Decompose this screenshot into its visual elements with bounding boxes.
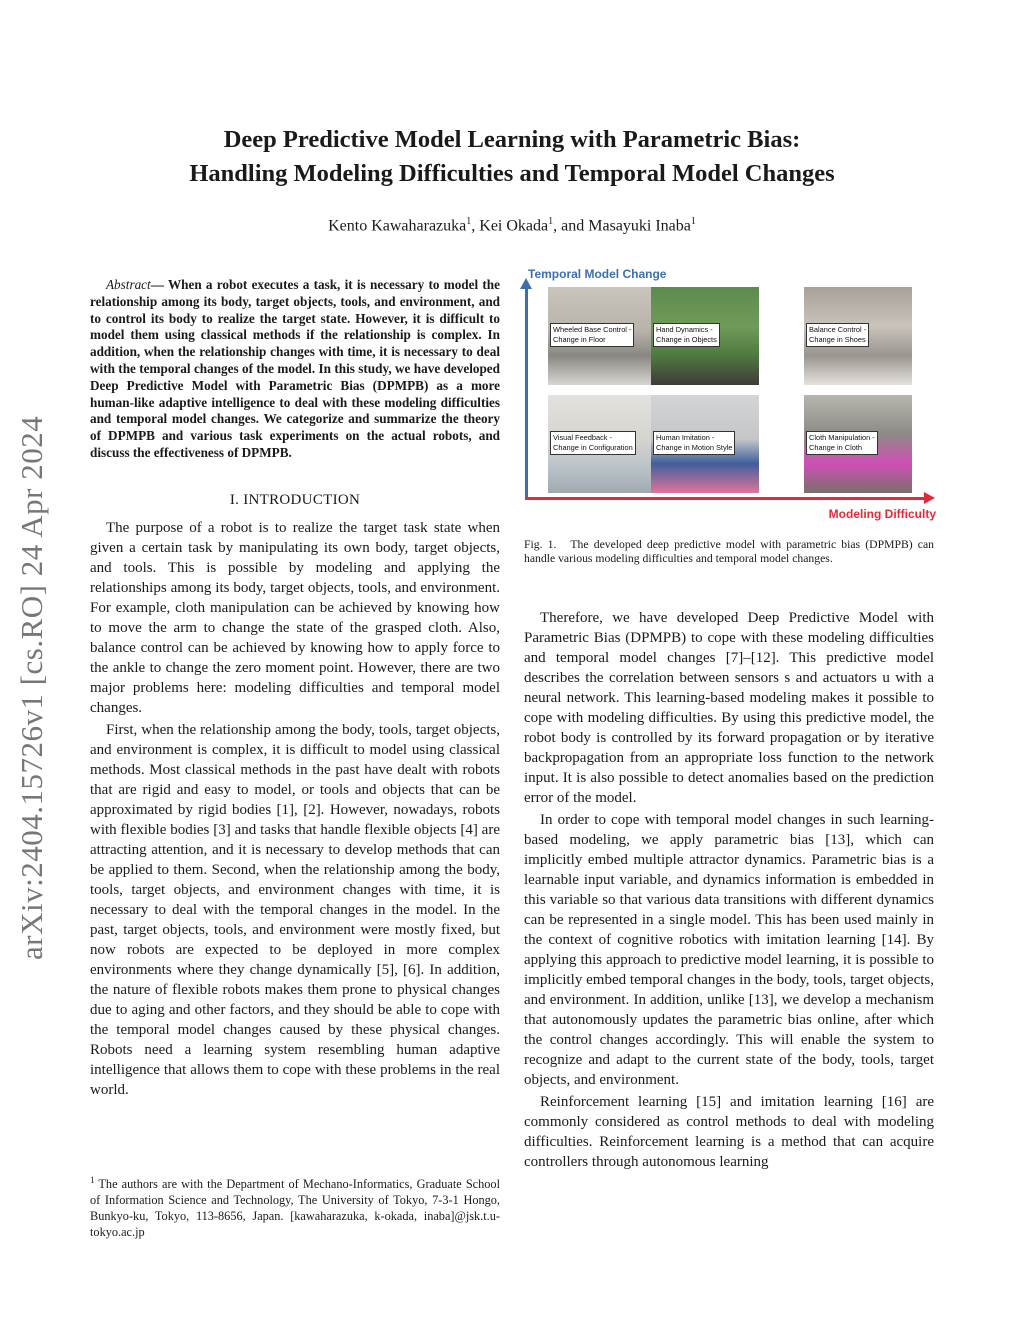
abstract-dash: —: [150, 277, 168, 292]
author-separator: ,: [471, 217, 480, 235]
figure-y-axis-label: Temporal Model Change: [528, 267, 667, 281]
photo-cloth-manipulation: [804, 395, 912, 493]
photo-label: [806, 431, 878, 455]
paragraph: The purpose of a robot is to realize the target task state when given a certain task by manipulating its own body, target objects, and tools. This is possible by modeling and applying the relationships among its body, target objects, tools, and environment. For example, cloth manipulation can be achieved by knowing how to move the arm to change the state of the grasped cloth. Also, balance control can be achieved by knowing how to apply force to the ankle to change the zero moment point. However, there are two major problems here: modeling difficulties and temporal model changes.: [90, 520, 500, 716]
paragraph: In order to cope with temporal model changes in such learning-based modeling, we apply parametric bias [13], which can implicitly embed multiple attractor dynamics. Parametric bias is a learnable input variable, and dynamics information is embedded in this variable so that various data transitions with different dynamics can be represented in a single model. This has been used mainly in the context of cognitive robotics with imitation learning [14]. By applying this approach to predictive model learning, it is possible to implicitly embed temporal changes in the body, tools, target objects, and environment. In addition, unlike [13], we develop a mechanism that autonomously updates the parametric bias online, after which the control changes accordingly. This will enable the system to recognize and adapt to the current state of the body, tools, target objects, and environment.: [524, 812, 934, 1088]
footnote-text: The authors are with the Department of Mechano-Informatics, Graduate School of Information Science and Technology, The University of Tokyo, 7-3-1 Hongo, Bunkyo-ku, Tokyo, 113-8656, Japan. [kawaharazuka, k-okada, inaba]@jsk.t.u-tokyo.ac.jp: [90, 1177, 500, 1240]
figure-1: [524, 267, 936, 523]
paragraph: Therefore, we have developed Deep Predictive Model with Parametric Bias (DPMPB) to cope with these modeling difficulties and temporal model changes [7]–[12]. This predictive model describes the correlation between sensors s and actuators u with a neural network. This learning-based modeling makes it possible to cope with modeling difficulties. By using this predictive model, the robot body is controlled by its forward propagation or by iterative backpropagation from an appropriate loss function to the network input. It is also possible to detect anomalies based on the prediction error of the model.: [524, 610, 934, 806]
figure-x-axis-label: Modeling Difficulty: [828, 507, 936, 521]
photo-label-line: Change in Shoes: [809, 335, 866, 344]
photo-label-line: Change in Objects: [656, 335, 717, 344]
figure-caption-label: Fig. 1.: [524, 538, 557, 551]
photo-label: [550, 323, 634, 347]
photo-label-line: Visual Feedback -: [553, 433, 613, 442]
author-separator: , and: [553, 217, 589, 235]
photo-label-line: Wheeled Base Control -: [553, 325, 632, 334]
photo-hand-dynamics: [651, 287, 759, 385]
photo-label-line: Human Imitation -: [656, 433, 715, 442]
photo-label-line: Change in Floor: [553, 335, 606, 344]
photo-label-line: Hand Dynamics -: [656, 325, 713, 334]
title-line-1: Deep Predictive Model Learning with Parametric Bias:: [223, 126, 801, 153]
right-column-body: [524, 608, 934, 1172]
author-affiliation: 1: [466, 216, 472, 227]
paper-title: [90, 123, 934, 191]
abstract: [90, 277, 500, 462]
footnote: [90, 1172, 500, 1240]
author-name: Kento Kawaharazuka: [328, 217, 467, 235]
photo-label-line: Balance Control -: [809, 325, 867, 334]
arrow-up-icon: [525, 287, 528, 499]
title-line-2: Handling Modeling Difficulties and Temporal Model Changes: [189, 160, 835, 187]
photo-label-line: Change in Cloth: [809, 443, 863, 452]
figure-caption: [524, 538, 934, 566]
photo-label: [550, 431, 636, 455]
author-list: [90, 216, 934, 235]
arxiv-identifier: arXiv:2404.15726v1 [cs.RO] 24 Apr 2024: [14, 415, 49, 960]
author-affiliation: 1: [690, 216, 696, 227]
paragraph: First, when the relationship among the body, tools, target objects, and environment is complex, it is difficult to model using classical methods. Most classical methods in the past have dealt with robots that are rigid and easy to model, or tools and objects that can be approximated by rigid bodies [1], [2]. However, nowadays, robots with flexible bodies [3] and tasks that handle flexible objects [4] are attracting attention, and it is necessary to develop methods that can be applied to them. Second, when the relationship among the body, tools, target objects, and environment changes with time, it is necessary to deal with the temporal changes in the model. In the past, target objects, tools, and environment were mostly fixed, but now robots are expected to be deployed in more complex environments where they change dynamically [5], [6]. In addition, the nature of flexible robots makes them prone to physical changes due to aging and other factors, and they should be able to cope with the temporal model changes caused by these physical changes. Robots need a learning system resembling human adaptive intelligence that allows them to cope with these problems in the real world.: [90, 722, 500, 1098]
photo-human-imitation: [651, 395, 759, 493]
photo-balance-control: [804, 287, 912, 385]
photo-label-line: Cloth Manipulation -: [809, 433, 875, 442]
abstract-text: When a robot executes a task, it is necessary to model the relationship among its body, target objects, tools, and environment, and to control its body to realize the target state. However, it is difficult to model them using classical methods if the relationship is complex. In addition, when the relationship changes with time, it is necessary to deal with the temporal changes of the model. In this study, we have developed Deep Predictive Model with Parametric Bias (DPMPB) as a more human-like adaptive intelligence to deal with these modeling difficulties and temporal model changes. We categorize and summarize the theory of DPMPB and various task experiments on the actual robots, and discuss the effectiveness of DPMPB.: [90, 277, 500, 460]
figure-caption-text: The developed deep predictive model with parametric bias (DPMPB) can handle various modeling difficulties and temporal model changes.: [524, 538, 935, 566]
photo-label: [653, 431, 735, 455]
photo-visual-feedback: [548, 395, 656, 493]
abstract-label: Abstract: [106, 277, 151, 292]
arrow-right-icon: [525, 497, 925, 500]
photo-label-line: Change in Motion Style: [656, 443, 733, 452]
author-name: Kei Okada: [479, 217, 549, 235]
photo-label: [653, 323, 720, 347]
left-column-body: [90, 518, 500, 1100]
paragraph: Reinforcement learning [15] and imitation learning [16] are commonly considered as control methods to deal with modeling difficulties. Reinforcement learning is a method that can acquire controllers through autonomous learning: [524, 1094, 934, 1170]
footnote-marker: 1: [90, 1175, 95, 1185]
photo-wheeled-base: [548, 287, 656, 385]
section-heading: I. INTRODUCTION: [229, 492, 361, 508]
author-affiliation: 1: [548, 216, 554, 227]
photo-label: [806, 323, 869, 347]
author-name: Masayuki Inaba: [588, 217, 691, 235]
photo-label-line: Change in Configuration: [553, 443, 633, 452]
